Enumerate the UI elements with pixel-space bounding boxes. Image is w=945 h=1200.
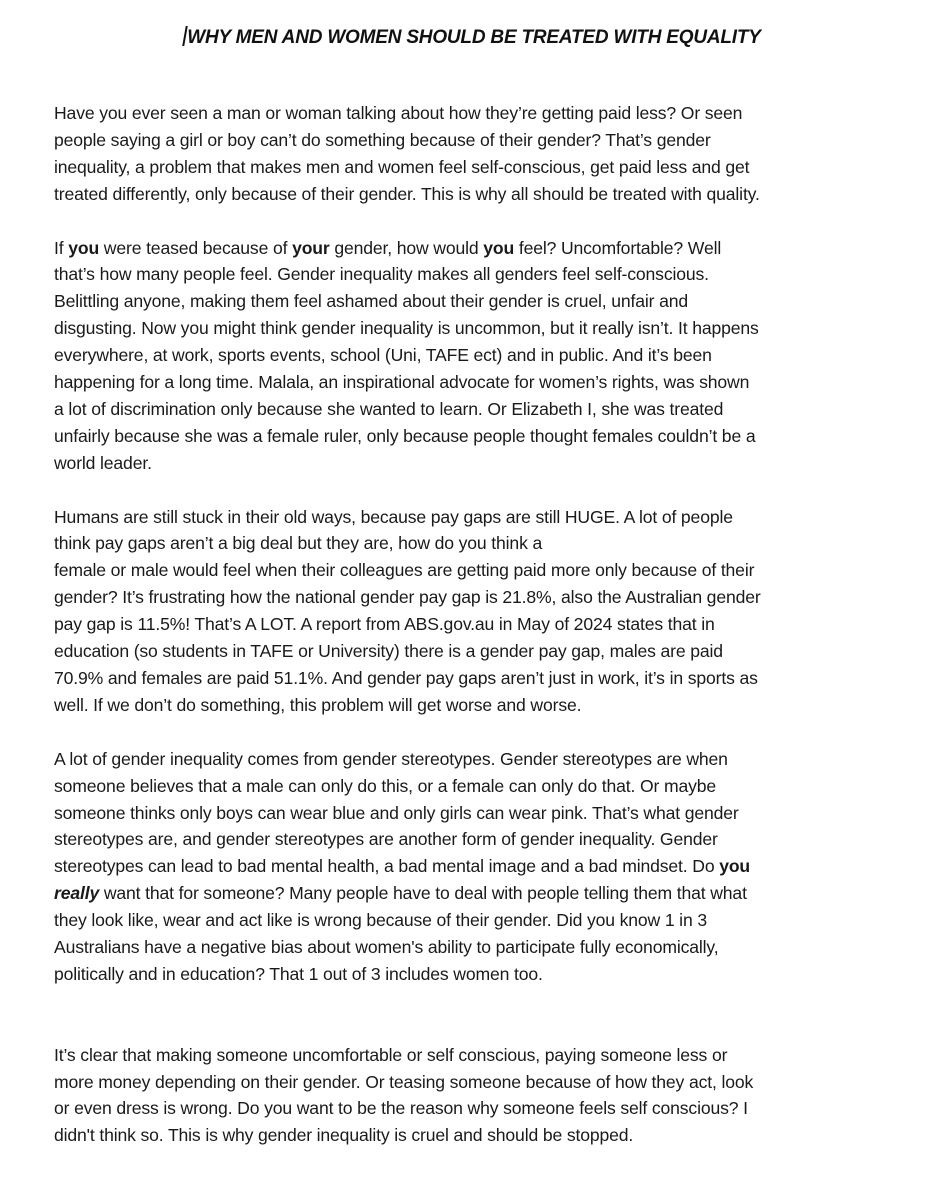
text-line: a lot of discrimination only because she wanted to learn. Or Elizabeth I, she was treated — [54, 398, 724, 419]
text-run: stereotypes can lead to bad mental health, a bad mental image and a bad mindset. Do — [54, 856, 720, 877]
text-run: feel? Uncomfortable? Well — [514, 237, 722, 258]
text-line: politically and in education? That 1 out of 3 includes women too. — [54, 963, 543, 984]
bold-text: you — [719, 856, 751, 877]
paragraph-pay-gap — [54, 504, 899, 719]
text-run: were teased because of — [99, 237, 293, 258]
text-line: someone thinks only boys can wear blue and only girls can wear pink. That’s what gender — [54, 802, 739, 823]
text-line: gender? It’s frustrating how the national gender pay gap is 21.8%, also the Australian gender — [54, 587, 761, 608]
text-line: inequality, a problem that makes men and women feel self-conscious, get paid less and get — [54, 156, 750, 177]
text-line: well. If we don’t do something, this problem will get worse and worse. — [54, 694, 582, 715]
text-run: want that for someone? Many people have to deal with people telling them that what — [99, 883, 747, 904]
text-line: unfairly because she was a female ruler, only because people thought females couldn’t be a — [54, 425, 756, 446]
title-text: WHY MEN AND WOMEN SHOULD BE TREATED WITH EQUALITY — [187, 27, 761, 48]
text-run: gender, how would — [329, 237, 484, 258]
document-body[interactable] — [54, 100, 899, 1149]
bold-text: you — [68, 237, 100, 258]
text-line: 70.9% and females are paid 51.1%. And gender pay gaps aren’t just in work, it’s in sports as — [54, 668, 758, 688]
text-line: someone believes that a male can only do this, or a female can only do that. Or maybe — [54, 775, 717, 796]
text-line: everywhere, at work, sports events, school (Uni, TAFE ect) and in public. And it’s been — [54, 345, 712, 366]
text-line: female or male would feel when their colleagues are getting paid more only because of their — [54, 560, 755, 581]
text-line: stereotypes are, and gender stereotypes are another form of gender inequality. Gender — [54, 829, 718, 850]
paragraph-intro — [54, 100, 899, 208]
text-line: didn't think so. This is why gender inequality is cruel and should be stopped. — [54, 1125, 634, 1146]
text-line: Belittling anyone, making them feel ashamed about their gender is cruel, unfair and — [54, 291, 689, 312]
text-line: think pay gaps aren’t a big deal but they are, how do you think a — [54, 533, 543, 554]
text-line: or even dress is wrong. Do you want to be the reason why someone feels self conscious? I — [54, 1098, 748, 1119]
text-line: education (so students in TAFE or University) there is a gender pay gap, males are paid — [54, 641, 723, 662]
text-line: world leader. — [54, 452, 152, 473]
document-title — [0, 26, 945, 50]
text-line: Humans are still stuck in their old ways, because pay gaps are still HUGE. A lot of people — [54, 506, 733, 527]
bold-italic-text: really — [54, 883, 100, 904]
paragraph-conclusion — [54, 1042, 899, 1150]
text-line: Have you ever seen a man or woman talking about how they’re getting paid less? Or seen — [54, 103, 743, 123]
text-line: treated differently, only because of their gender. This is why all should be treated with quality. — [54, 183, 760, 204]
text-line: It’s clear that making someone uncomfortable or self conscious, paying someone less or — [54, 1044, 728, 1065]
text-line: people saying a girl or boy can’t do something because of their gender? That’s gender — [54, 129, 711, 150]
text-line: Australians have a negative bias about women's ability to participate fully economically, — [54, 937, 719, 958]
text-line — [54, 235, 899, 262]
text-line: more money depending on their gender. Or teasing someone because of how they act, look — [54, 1071, 754, 1092]
text-line: they look like, wear and act like is wrong because of their gender. Did you know 1 in 3 — [54, 910, 707, 931]
paragraph-stereotypes — [54, 746, 899, 988]
text-line — [54, 880, 899, 907]
paragraph-self-conscious — [54, 235, 899, 477]
text-line: that’s how many people feel. Gender inequality makes all genders feel self-conscious. — [54, 264, 709, 285]
text-line: A lot of gender inequality comes from gender stereotypes. Gender stereotypes are when — [54, 748, 728, 769]
text-run: If — [54, 237, 69, 258]
bold-text: your — [292, 237, 330, 258]
text-line: pay gap is 11.5%! That’s A LOT. A report from ABS.gov.au in May of 2024 states that in — [54, 614, 715, 635]
text-line — [54, 853, 899, 880]
text-line: happening for a long time. Malala, an inspirational advocate for women’s rights, was shown — [54, 372, 750, 393]
text-line: disgusting. Now you might think gender inequality is uncommon, but it really isn’t. It happens — [54, 318, 759, 339]
bold-text: you — [483, 237, 515, 258]
